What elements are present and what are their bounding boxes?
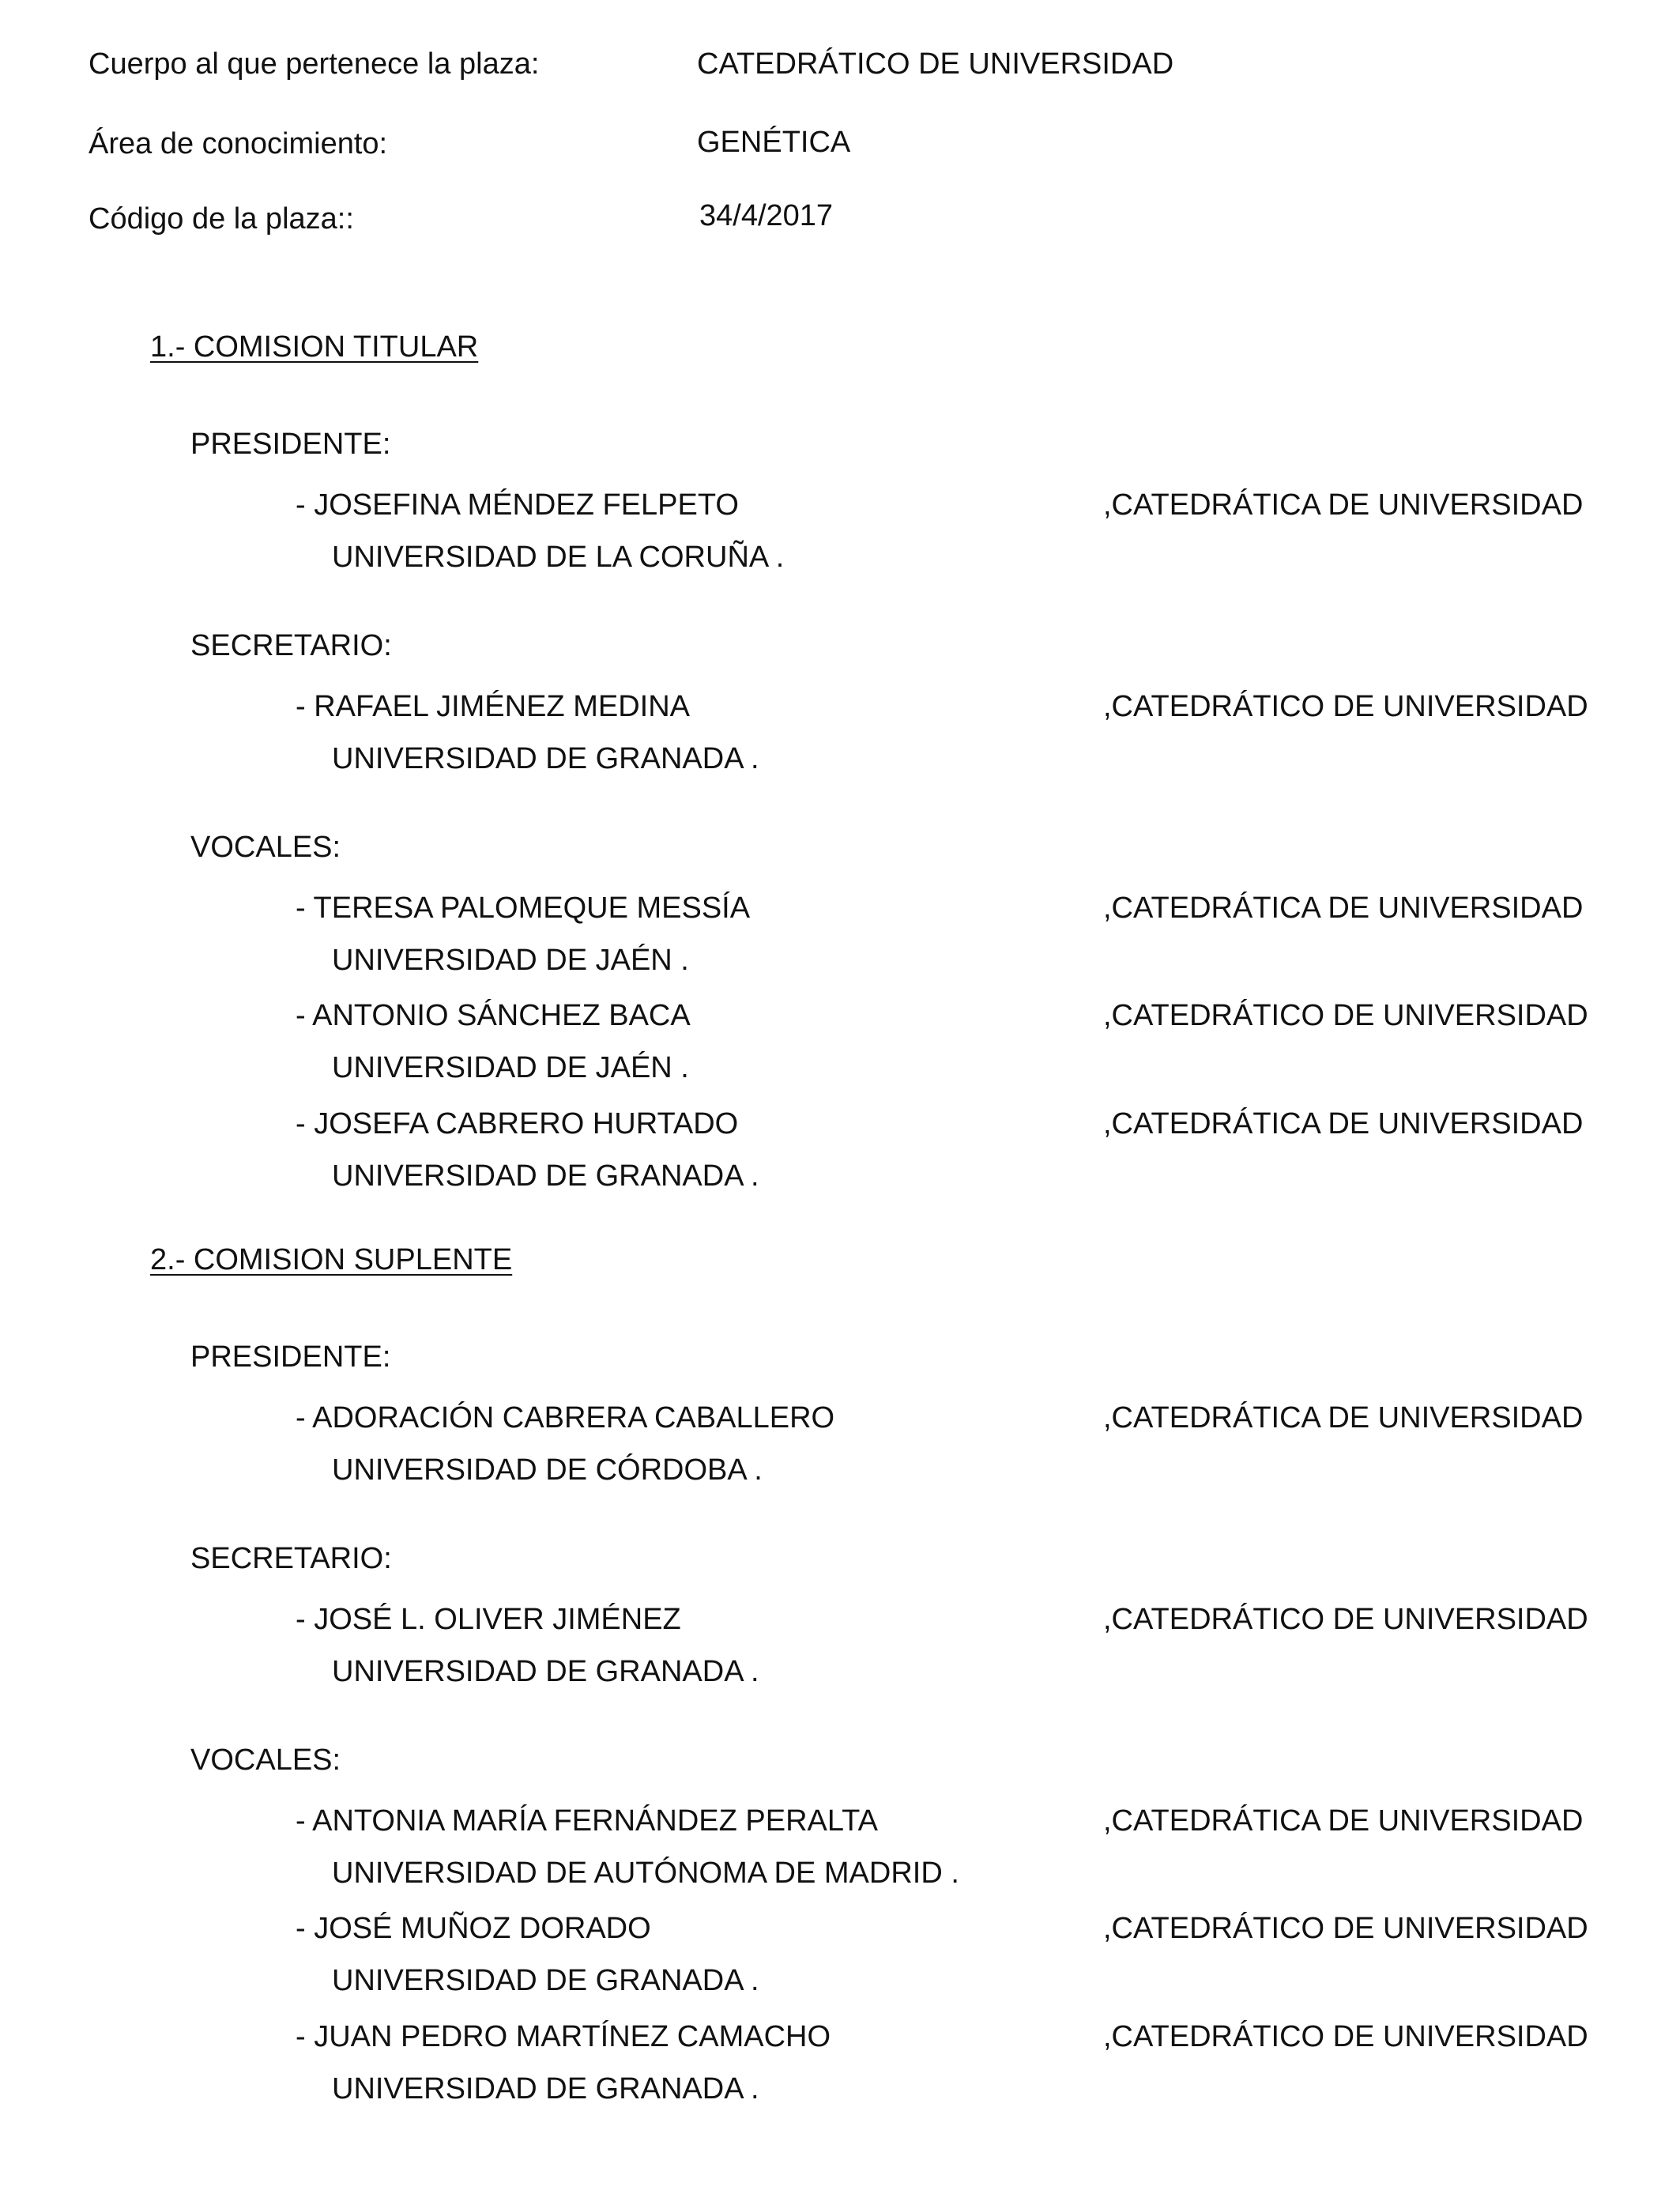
member-name: - JOSÉ MUÑOZ DORADO bbox=[296, 1912, 651, 1945]
member-role: ,CATEDRÁTICO DE UNIVERSIDAD bbox=[1103, 690, 1588, 723]
member-role: ,CATEDRÁTICA DE UNIVERSIDAD bbox=[1103, 1401, 1584, 1434]
area-value: GENÉTICA bbox=[697, 126, 851, 159]
member-name: - JUAN PEDRO MARTÍNEZ CAMACHO bbox=[296, 2020, 831, 2053]
codigo-label: Código de la plaza:: bbox=[89, 202, 354, 236]
member-university: UNIVERSIDAD DE GRANADA . bbox=[332, 2072, 759, 2105]
member-university: UNIVERSIDAD DE LA CORUÑA . bbox=[332, 541, 785, 574]
codigo-value: 34/4/2017 bbox=[699, 199, 834, 232]
role-label-vocales: VOCALES: bbox=[190, 831, 341, 864]
cuerpo-value: CATEDRÁTICO DE UNIVERSIDAD bbox=[697, 47, 1174, 81]
member-university: UNIVERSIDAD DE CÓRDOBA . bbox=[332, 1453, 763, 1487]
cuerpo-label: Cuerpo al que pertenece la plaza: bbox=[89, 47, 540, 81]
member-name: - ADORACIÓN CABRERA CABALLERO bbox=[296, 1401, 835, 1434]
member-role: ,CATEDRÁTICO DE UNIVERSIDAD bbox=[1103, 2020, 1588, 2053]
member-role: ,CATEDRÁTICO DE UNIVERSIDAD bbox=[1103, 1912, 1588, 1945]
area-label: Área de conocimiento: bbox=[89, 127, 388, 160]
section-heading-suplente: 2.- COMISION SUPLENTE bbox=[150, 1243, 513, 1276]
role-label-presidente: PRESIDENTE: bbox=[190, 428, 391, 461]
role-label-vocales: VOCALES: bbox=[190, 1744, 341, 1777]
member-name: - JOSEFINA MÉNDEZ FELPETO bbox=[296, 488, 739, 522]
member-name: - ANTONIA MARÍA FERNÁNDEZ PERALTA bbox=[296, 1804, 878, 1838]
member-name: - JOSEFA CABRERO HURTADO bbox=[296, 1107, 739, 1140]
member-university: UNIVERSIDAD DE GRANADA . bbox=[332, 1159, 759, 1193]
member-role: ,CATEDRÁTICA DE UNIVERSIDAD bbox=[1103, 488, 1584, 522]
member-role: ,CATEDRÁTICA DE UNIVERSIDAD bbox=[1103, 1804, 1584, 1838]
member-role: ,CATEDRÁTICO DE UNIVERSIDAD bbox=[1103, 1603, 1588, 1636]
member-university: UNIVERSIDAD DE AUTÓNOMA DE MADRID . bbox=[332, 1857, 959, 1890]
member-university: UNIVERSIDAD DE GRANADA . bbox=[332, 1655, 759, 1688]
role-label-secretario: SECRETARIO: bbox=[190, 1542, 392, 1575]
role-label-secretario: SECRETARIO: bbox=[190, 629, 392, 662]
member-role: ,CATEDRÁTICA DE UNIVERSIDAD bbox=[1103, 892, 1584, 925]
member-role: ,CATEDRÁTICA DE UNIVERSIDAD bbox=[1103, 1107, 1584, 1140]
member-university: UNIVERSIDAD DE JAÉN . bbox=[332, 1051, 689, 1084]
member-name: - RAFAEL JIMÉNEZ MEDINA bbox=[296, 690, 690, 723]
member-university: UNIVERSIDAD DE GRANADA . bbox=[332, 742, 759, 775]
member-name: - JOSÉ L. OLIVER JIMÉNEZ bbox=[296, 1603, 681, 1636]
member-name: - ANTONIO SÁNCHEZ BACA bbox=[296, 999, 691, 1032]
member-role: ,CATEDRÁTICO DE UNIVERSIDAD bbox=[1103, 999, 1588, 1032]
member-name: - TERESA PALOMEQUE MESSÍA bbox=[296, 892, 751, 925]
role-label-presidente: PRESIDENTE: bbox=[190, 1340, 391, 1374]
section-heading-titular: 1.- COMISION TITULAR bbox=[150, 330, 479, 364]
member-university: UNIVERSIDAD DE GRANADA . bbox=[332, 1964, 759, 1997]
member-university: UNIVERSIDAD DE JAÉN . bbox=[332, 944, 689, 977]
